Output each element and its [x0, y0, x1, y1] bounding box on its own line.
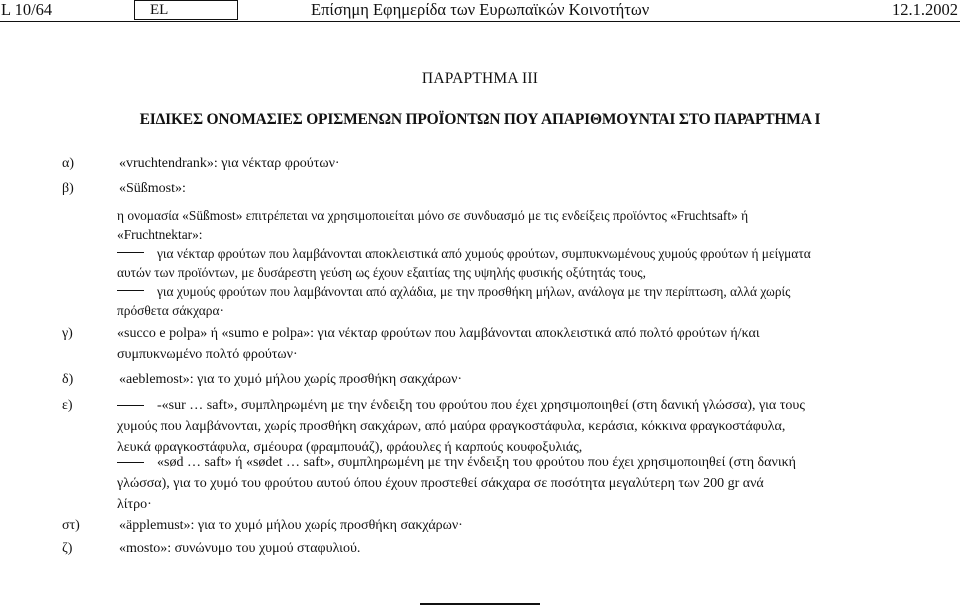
footer-divider — [420, 603, 540, 605]
dash-marker — [117, 462, 144, 463]
item-label: δ) — [62, 372, 74, 387]
item-text: «Süßmost»: — [119, 181, 186, 196]
dash-marker — [117, 405, 144, 406]
page-reference: L 10/64 — [1, 0, 53, 19]
item-label: ε) — [62, 398, 73, 413]
annex-title: ΕΙΔΙΚΕΣ ΟΝΟΜΑΣΙΕΣ ΟΡΙΣΜΕΝΩΝ ΠΡΟΪΟΝΤΩΝ ΠΟΥ ΑΠΑΡΙΘΜΟΥΝΤΑΙ ΣΤΟ ΠΑΡΑΡΤΗΜΑ Ι — [139, 111, 821, 128]
dash-marker — [117, 290, 144, 291]
publication-date: 12.1.2002 — [892, 0, 958, 19]
item-b-dash2-line2: πρόσθετα σάκχαρα· — [117, 303, 224, 318]
journal-title: Επίσημη Εφημερίδα των Ευρωπαϊκών Κοινοτήτων — [311, 0, 650, 19]
item-e-dash1-line3: λευκά φραγκοστάφυλα, σμέουρα (φραμπουάζ), φράουλες ή καρπούς κουφοξυλιάς, — [117, 440, 583, 455]
item-b-dash2-line1: για χυμούς φρούτων που λαμβάνονται από αχλάδια, με την προσθήκη μήλων, ανάλογα με την περίπτωση, αλλά χωρίς — [157, 284, 791, 299]
item-text: «vruchtendrank»: για νέκταρ φρούτων· — [119, 156, 340, 171]
item-b-paragraph-line1: η ονομασία «Süßmost» επιτρέπεται να χρησιμοποιείται μόνο σε συνδυασμό με τις ενδείξεις προϊόντος «Fruchtsaft» ή — [117, 208, 749, 223]
item-c-line2: συμπυκνωμένο πολτό φρούτων· — [117, 347, 298, 362]
item-text: «äpplemust»: για το χυμό μήλου χωρίς προσθήκη σακχάρων· — [119, 518, 463, 533]
item-e-dash2-line2: γλώσσα), για το χυμό του φρούτου αυτού όπου έχουν προστεθεί σάκχαρα σε ποσότητα μεγαλύτερη των 200 gr ανά — [117, 476, 764, 491]
item-label: στ) — [62, 518, 80, 533]
item-e-dash1-line2: χυμούς που λαμβάνονται, χωρίς προσθήκη σακχάρων, από μαύρα φραγκοστάφυλα, κεράσια, κόκκινα φραγκοστάφυλα, — [117, 419, 786, 434]
dash-marker — [117, 252, 144, 253]
item-text: «mosto»: συνώνυμο του χυμού σταφυλιού. — [119, 541, 361, 556]
item-e-dash2-line1: «sød … saft» ή «sødet … saft», συμπληρωμένη με την ένδειξη του φρούτου που έχει χρησιμοποιηθεί (στη δανική — [157, 455, 796, 470]
item-c-line1: «succo e polpa» ή «sumo e polpa»: για νέκταρ φρούτων που λαμβάνονται αποκλειστικά από πολτό φρούτων ή/και — [117, 326, 760, 341]
item-b-dash1-line2: αυτών των προϊόντων, με δυσάρεστη γεύση ως έχουν εξαιτίας της υψηλής φυσικής οξύτητάς τους, — [117, 265, 646, 280]
item-text: «aeblemost»: για το χυμό μήλου χωρίς προσθήκη σακχάρων· — [119, 372, 463, 387]
item-label: β) — [62, 181, 74, 196]
annex-label: ΠΑΡΑΡΤΗΜΑ III — [421, 70, 539, 87]
item-e-dash1-line1: -«sur … saft», συμπληρωμένη με την ένδειξη του φρούτου που έχει χρησιμοποιηθεί (στη δανική γλώσσα), για τους — [157, 398, 805, 413]
item-e-dash2-line3: λίτρο· — [117, 497, 152, 512]
item-label: ζ) — [62, 541, 73, 556]
language-badge: EL — [134, 0, 238, 20]
header-divider — [0, 21, 960, 22]
item-label: γ) — [62, 326, 73, 341]
item-b-dash1-line1: για νέκταρ φρούτων που λαμβάνονται αποκλειστικά από χυμούς φρούτων, συμπυκνωμένους χυμούς φρούτων ή μείγματα — [157, 246, 811, 261]
item-label: α) — [62, 156, 74, 171]
item-b-paragraph-line2: «Fruchtnektar»: — [117, 227, 203, 242]
